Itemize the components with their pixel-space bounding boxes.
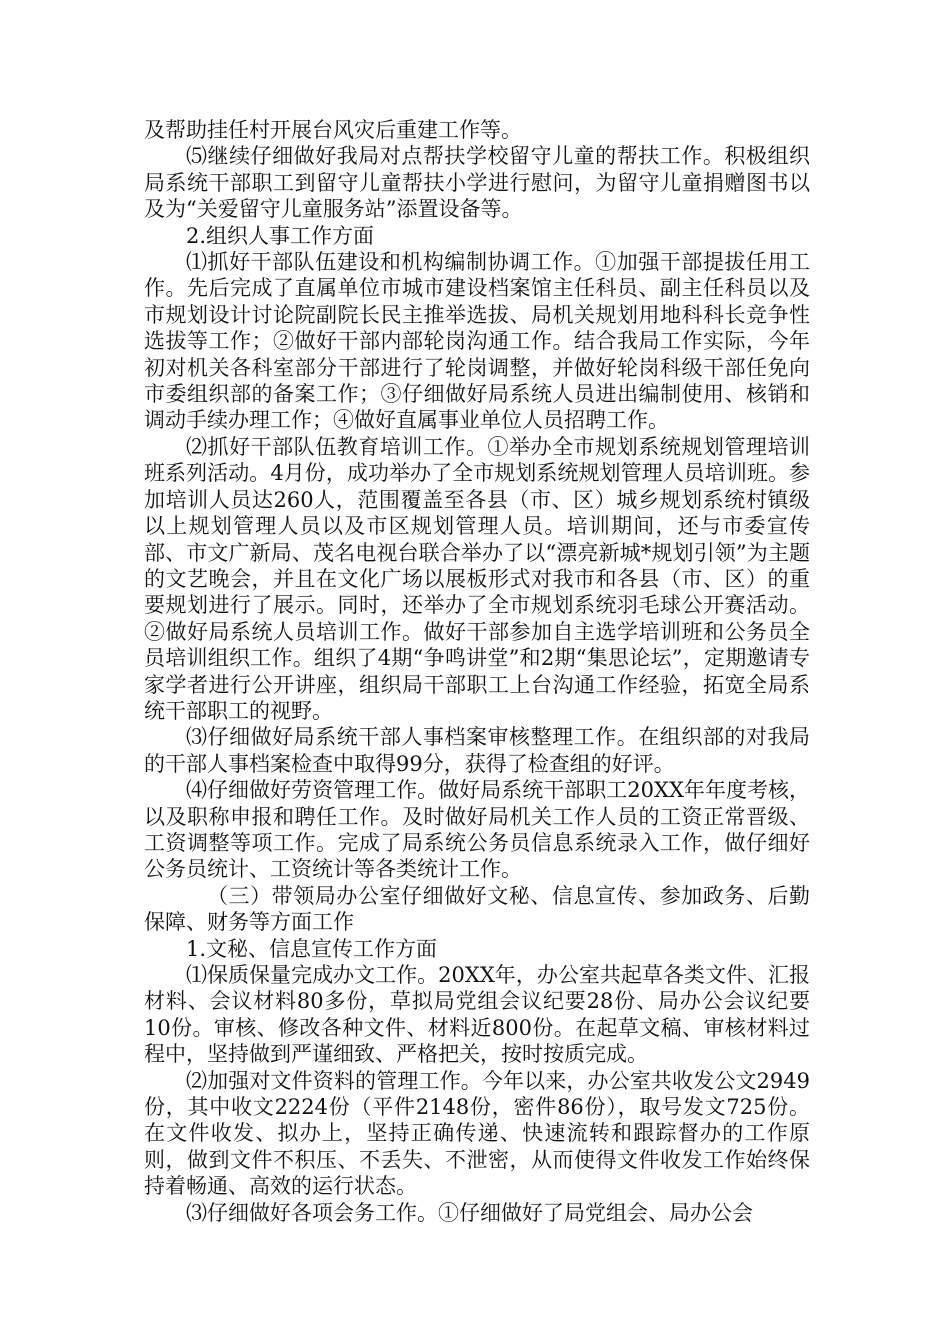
document-body: [144, 117, 810, 1226]
paragraph-continuation: 及帮助挂任村开展台风灾后重建工作等。: [144, 118, 522, 142]
paragraph-item-2-document-management: ⑵加强对文件资料的管理工作。今年以来，办公室共收发公文2949份，其中收文2224份（平件2148份，密件86份），取号发文725份。在文件收发、拟办上，坚持正确传递、快速流转和跟踪督办的工作原则，做到文件不积压、不丢失、不泄密，从而使得文件收发工作始终保持着畅通、高效的运行状态。: [144, 1068, 810, 1199]
paragraph-item-3-personnel-archives: ⑶仔细做好局系统干部人事档案审核整理工作。在组织部的对我局的干部人事档案检查中取得99分，获得了检查组的好评。: [144, 725, 810, 776]
paragraph-item-4-labor-management: ⑷仔细做好劳资管理工作。做好局系统干部职工20XX年年度考核，以及职称申报和聘任工作。及时做好局机关工作人员的工资正常晋级、工资调整等项工作。完成了局系统公务员信息系统录入工作，做仔细好公务员统计、工资统计等各类统计工作。: [144, 778, 810, 882]
paragraph-item-5-left-behind-children: ⑸继续仔细做好我局对点帮扶学校留守儿童的帮扶工作。积极组织局系统干部职工到留守儿童帮扶小学进行慰问，为留守儿童捐赠图书以及为“关爱留守儿童服务站”添置设备等。: [144, 144, 810, 222]
paragraph-item-3-meeting-affairs: ⑶仔细做好各项会务工作。①仔细做好了局党组会、局办公会: [186, 1200, 753, 1225]
paragraph-item-2-cadre-training: ⑵抓好干部队伍教育培训工作。①举办全市规划系统规划管理培训班系列活动。4月份，成功举办了全市规划系统规划管理人员培训班。参加培训人员达260人，范围覆盖至各县（市、区）城乡规划系统村镇级以上规划管理人员以及市区规划管理人员。培训期间，还与市委宣传部、市文广新局、茂名电视台联合举办了以“漂亮新城*规划引领”为主题的文艺晚会，并且在文化广场以展板形式对我市和各县（市、区）的重要规划进行了展示。同时，还举办了全市规划系统羽毛球公开赛活动。②做好局系统人员培训工作。做好干部参加自主选学培训班和公务员全员培训组织工作。组织了4期“争鸣讲堂”和2期“集思论坛”，定期邀请专家学者进行公开讲座，组织局干部职工上台沟通工作经验，拓宽全局系统干部职工的视野。: [144, 434, 810, 723]
section-heading-secretarial: 1.文秘、信息宣传工作方面: [186, 936, 438, 961]
section-heading-personnel: 2.组织人事工作方面: [186, 223, 375, 248]
paragraph-item-1-cadre-building: ⑴抓好干部队伍建设和机构编制协调工作。①加强干部提拔任用工作。先后完成了直属单位市城市建设档案馆主任科员、副主任科员以及市规划设计讨论院副院长民主推举选拔、局机关规划用地科科长竞争性选拔等工作；②做好干部内部轮岗沟通工作。结合我局工作实际，今年初对机关各科室部分干部进行了轮岗调整，并做好轮岗科级干部任免向市委组织部的备案工作；③仔细做好局系统人员进出编制使用、核销和调动手续办理工作；④做好直属事业单位人员招聘工作。: [144, 250, 810, 433]
paragraph-item-1-document-drafting: ⑴保质保量完成办文工作。20XX年，办公室共起草各类文件、汇报材料、会议材料80多份，草拟局党组会议纪要28份、局办公会议纪要10份。审核、修改各种文件、材料近800份。在起草文稿、审核材料过程中，坚持做到严谨细致、严格把关，按时按质完成。: [144, 963, 810, 1067]
section-heading-office-work: （三）带领局办公室仔细做好文秘、信息宣传、参加政务、后勤保障、财务等方面工作: [144, 883, 810, 935]
